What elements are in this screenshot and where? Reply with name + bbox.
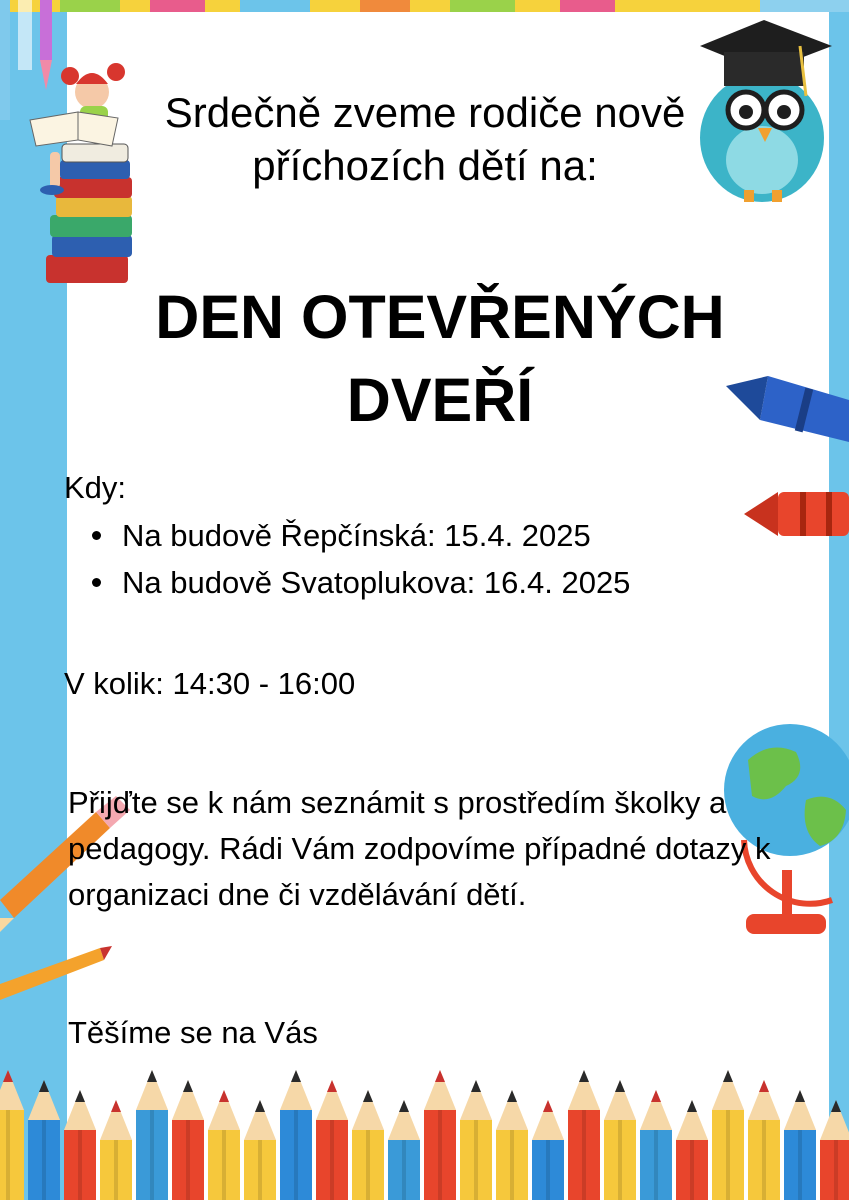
date-item (92, 512, 630, 559)
body-paragraph (68, 780, 849, 918)
pencil-icon (28, 1080, 60, 1200)
bottom-pencil-row (0, 1070, 849, 1200)
time-text: V kolik: 14:30 - 16:00 (64, 666, 356, 701)
date-item (92, 559, 630, 606)
date-list (92, 512, 630, 606)
pencil-icon (712, 1070, 744, 1200)
pencil-icon (172, 1080, 204, 1200)
body-line-3: organizaci dne či vzdělávání dětí. (68, 877, 527, 912)
date-item-text: Na budově Svatoplukova: 16.4. 2025 (122, 565, 631, 600)
event-title-line-1: DEN OTEVŘENÝCH (155, 283, 725, 351)
pencil-icon (460, 1080, 492, 1200)
pencil-icon (280, 1070, 312, 1200)
pencil-icon (0, 1070, 24, 1200)
pencil-icon (820, 1100, 849, 1200)
intro-text (120, 86, 730, 192)
bullet-icon (92, 578, 101, 587)
when-label: Kdy: (64, 470, 127, 505)
pencil-icon (532, 1100, 564, 1200)
bullet-icon (92, 531, 101, 540)
pencil-icon (100, 1100, 132, 1200)
event-title (90, 276, 790, 442)
date-item-text: Na budově Řepčínská: 15.4. 2025 (122, 518, 591, 553)
intro-line-1: Srdečně zveme rodiče nově (164, 89, 686, 136)
left-frame-pencils (0, 0, 52, 120)
pencil-icon (784, 1090, 816, 1200)
body-line-2: pedagogy. Rádi Vám zodpovíme případné dotazy k (68, 831, 771, 866)
pencil-icon (208, 1090, 240, 1200)
pencil-icon (568, 1070, 600, 1200)
pencil-icon (640, 1090, 672, 1200)
pencil-icon (496, 1090, 528, 1200)
red-crayon-icon (744, 492, 849, 536)
intro-line-2: příchozích dětí na: (252, 142, 598, 189)
body-line-1: Přijďte se k nám seznámit s prostředím školky a (68, 785, 727, 820)
girl-reading-on-books-icon (30, 63, 132, 283)
top-colored-strip (0, 0, 849, 12)
pencil-icon (244, 1100, 276, 1200)
pencil-icon (748, 1080, 780, 1200)
event-title-line-2: DVEŘÍ (346, 366, 534, 434)
pencil-icon (64, 1090, 96, 1200)
pencil-icon (316, 1080, 348, 1200)
pencil-icon (136, 1070, 168, 1200)
pencil-icon (352, 1090, 384, 1200)
pencil-icon (676, 1100, 708, 1200)
pencil-icon (604, 1080, 636, 1200)
pencil-icon (388, 1100, 420, 1200)
pencil-icon (424, 1070, 456, 1200)
closing-text: Těšíme se na Vás (68, 1015, 318, 1050)
